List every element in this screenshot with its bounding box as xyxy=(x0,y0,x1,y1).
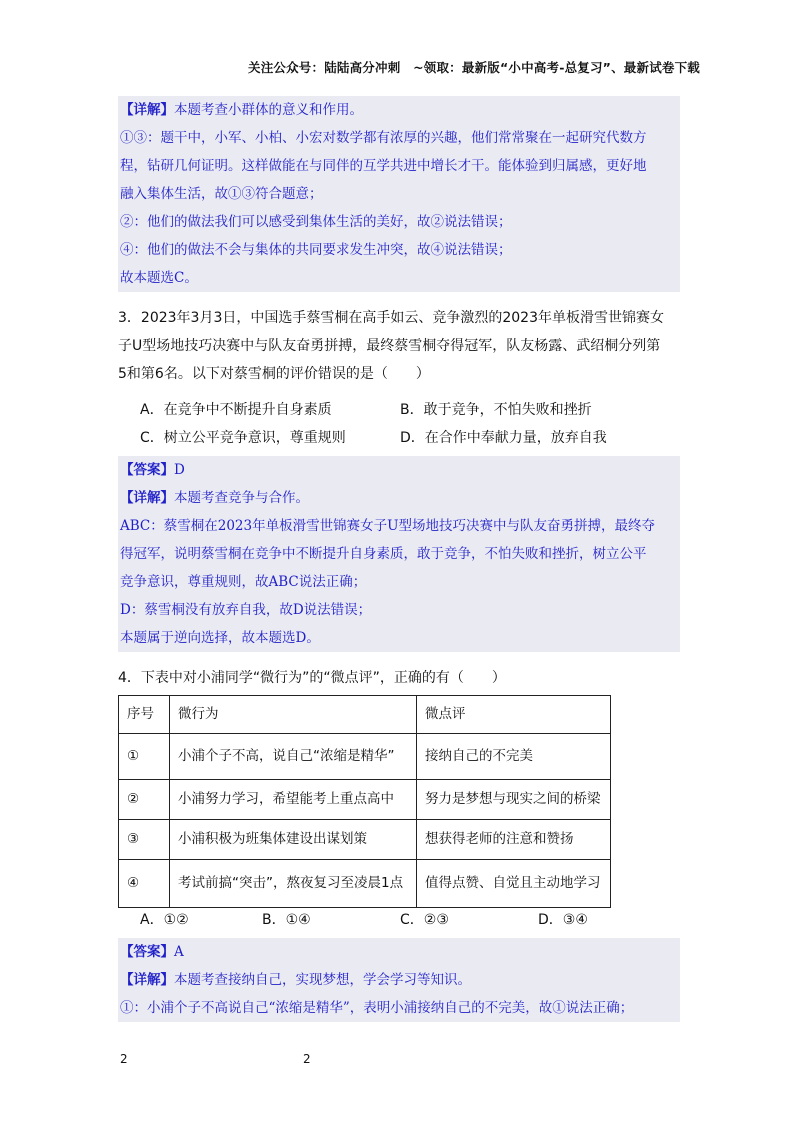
option-a: A．在竞争中不断提升自身素质 xyxy=(140,402,332,418)
analysis-block-3 xyxy=(118,938,680,1022)
analysis-line: ④：他们的做法不会与集体的共同要求发生冲突，故④说法错误； xyxy=(120,242,512,258)
table-header-cell: 微行为 xyxy=(170,696,417,734)
analysis-block-1 xyxy=(118,96,680,292)
analysis-line: 融入集体生活，故①③符合题意； xyxy=(120,186,323,202)
table-header-cell: 微点评 xyxy=(417,696,611,734)
table-cell: 考试前搞“突击”，熬夜复习至凌晨1点 xyxy=(170,860,417,908)
table-row xyxy=(119,780,611,820)
question-line: 子U型场地技巧决赛中与队友奋勇拼搏，最终蔡雪桐夺得冠军，队友杨露、武绍桐分列第 xyxy=(118,338,661,354)
table-cell: 想获得老师的注意和赞扬 xyxy=(417,820,611,860)
analysis-line: 得冠军，说明蔡雪桐在竞争中不断提升自身素质，敢于竞争，不怕失败和挫折，树立公平 xyxy=(120,546,647,562)
question-3 xyxy=(118,304,688,388)
table-cell: 值得点赞、自觉且主动地学习 xyxy=(417,860,611,908)
option-b: B．敢于竞争，不怕失败和挫折 xyxy=(400,402,592,418)
analysis-block-2 xyxy=(118,456,680,652)
table-cell: 接纳自己的不完美 xyxy=(417,734,611,780)
table-cell: 努力是梦想与现实之间的桥梁 xyxy=(417,780,611,820)
option-d: D．③④ xyxy=(538,912,588,928)
option-c: C．②③ xyxy=(400,912,449,928)
analysis-line: ②：他们的做法我们可以感受到集体生活的美好，故②说法错误； xyxy=(120,214,512,230)
question-line: 4．下表中对小浦同学“微行为”的“微点评”，正确的有（ ） xyxy=(118,670,506,686)
analysis-line: 【详解】本题考查竞争与合作。 xyxy=(120,490,309,506)
analysis-line: ①：小浦个子不高说自己“浓缩是精华”，表明小浦接纳自己的不完美，故①说法正确； xyxy=(120,1000,634,1016)
table-cell: ④ xyxy=(119,860,170,908)
question-line: 3．2023年3月3日，中国选手蔡雪桐在高手如云、竞争激烈的2023年单板滑雪世锦赛女 xyxy=(118,310,664,326)
table-row xyxy=(119,860,611,908)
table-cell: 小浦努力学习，希望能考上重点高中 xyxy=(170,780,417,820)
page-header: 关注公众号：陆陆高分冲刺 ~领取：最新版“小中高考-总复习”、最新试卷下载 xyxy=(248,60,700,75)
table-cell: 小浦个子不高，说自己“浓缩是精华” xyxy=(170,734,417,780)
analysis-line: 【详解】本题考查小群体的意义和作用。 xyxy=(120,102,363,118)
option-a: A．①② xyxy=(140,912,189,928)
table-cell: ③ xyxy=(119,820,170,860)
table-cell: 小浦积极为班集体建设出谋划策 xyxy=(170,820,417,860)
analysis-line: 【答案】D xyxy=(120,462,185,478)
page-number-right: 2 xyxy=(303,1052,311,1066)
option-b: B．①④ xyxy=(262,912,311,928)
table-row xyxy=(119,820,611,860)
question-4 xyxy=(118,664,688,692)
analysis-line: 程，钻研几何证明。这样做能在与同伴的互学共进中增长才干。能体验到归属感，更好地 xyxy=(120,158,647,174)
page-number-left: 2 xyxy=(120,1052,128,1066)
analysis-line: 故本题选C。 xyxy=(120,270,198,286)
analysis-line: ①③：题干中，小军、小柏、小宏对数学都有浓厚的兴趣，他们常常聚在一起研究代数方 xyxy=(120,130,647,146)
table-header-row xyxy=(119,696,611,734)
table-cell: ② xyxy=(119,780,170,820)
analysis-line: ABC：蔡雪桐在2023年单板滑雪世锦赛女子U型场地技巧决赛中与队友奋勇拼搏，最终夺 xyxy=(120,518,655,534)
analysis-line: 竞争意识，尊重规则，故ABC说法正确； xyxy=(120,574,367,590)
table-header-cell: 序号 xyxy=(119,696,170,734)
question-line: 5和第6名。以下对蔡雪桐的评价错误的是（ ） xyxy=(118,366,430,382)
option-c: C．树立公平竞争意识，尊重规则 xyxy=(140,430,346,446)
table-cell: ① xyxy=(119,734,170,780)
table-row xyxy=(119,734,611,780)
analysis-line: 【答案】A xyxy=(120,944,184,960)
analysis-line: 本题属于逆向选择，故本题选D。 xyxy=(120,630,320,646)
analysis-line: 【详解】本题考查接纳自己，实现梦想，学会学习等知识。 xyxy=(120,972,471,988)
analysis-line: D：蔡雪桐没有放弃自我，故D说法错误； xyxy=(120,602,372,618)
option-d: D．在合作中奉献力量，放弃自我 xyxy=(400,430,607,446)
comment-table xyxy=(118,695,611,908)
